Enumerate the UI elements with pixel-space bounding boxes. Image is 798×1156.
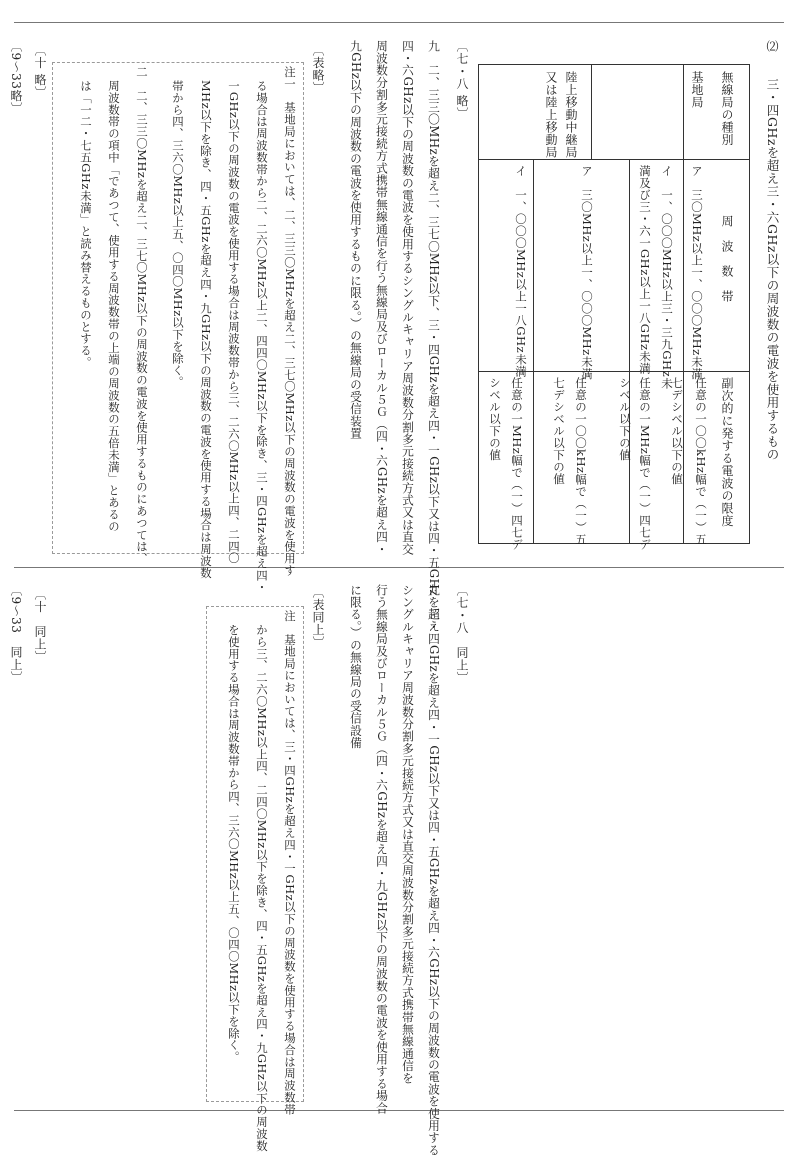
para-9-line: 九 三・四GHzを超え四・一GHz以下又は四・五GHzを超え四・六GHz以下の周波数の電波を使用する: [427, 584, 441, 1156]
header-station-type: 無線局の種別: [720, 71, 734, 146]
para-9-line: に限る。）の無線局の受信設備: [349, 584, 363, 749]
bottom-rule: [14, 1110, 784, 1111]
ref-seven-eight: 〔七・八 同上〕: [455, 584, 469, 684]
header-frequency-band: 周 波 数 帯: [720, 215, 734, 303]
para-9-line: シングルキャリア周波数分割多元接続方式又は直交周波数分割多元接続方式携帯無線通信を: [401, 584, 415, 1085]
item-title: 三・四GHzを超え三・六GHz以下の周波数の電波を使用するもの: [765, 78, 780, 461]
table-divider: [629, 159, 630, 543]
para-9-line: 行う無線局及びローカル５Ｇ（四・六GHzを超え四・九GHz以下の周波数の電波を使用する場合: [375, 584, 389, 1115]
note-line: 注一 基地局においては、二、三三〇MHzを超え二、三七〇MHz以下の周波数の電波を使用す: [283, 66, 297, 577]
limit-cell: 任意の一MHz幅で（一）四七デ: [510, 377, 524, 551]
para-9-line: 九 二、三三〇MHzを超え二、三七〇MHz以下、三・四GHzを超え四・一GHz以下又は四・五GHzを超え: [427, 40, 441, 633]
ref-margin: 〔9〜33 同上〕: [9, 584, 23, 684]
ref-seven-eight: 〔七・八 略〕: [455, 40, 469, 120]
limit-cell: 七デシベル以下の値: [552, 377, 566, 485]
table-divider: [591, 65, 592, 159]
ref-ten: 〔十 同上〕: [33, 588, 47, 663]
station-relay: 陸上移動中継局: [564, 71, 578, 159]
band-cell: ア 三〇MHz以上一、〇〇〇MHz未満: [580, 165, 594, 380]
para-9-line: 周波数分割多元接続方式携帯無線通信を行う無線局及びローカル５Ｇ（四・六GHzを超え四・: [375, 40, 389, 556]
station-relay: 又は陸上移動局: [544, 71, 558, 159]
station-base: 基地局: [690, 71, 704, 109]
note-line: る場合は周波数帯から二、二六〇MHz以上二、四四〇MHz以下を除き、三・四GHzを超え四・: [255, 80, 269, 594]
band-cell: イ 一、〇〇〇MHz以上三・三九GHz未: [660, 165, 674, 390]
top-rule: [14, 22, 784, 23]
ref-ten: 〔十 略〕: [33, 44, 47, 99]
note-line: 一GHz以下の周波数の電波を使用する場合は周波数帯から三、二六〇MHz以上四、二四〇: [227, 80, 241, 565]
limit-cell: 任意の一MHz幅で（一）四七デ: [638, 377, 652, 551]
ref-table: 〔表略〕: [311, 44, 325, 94]
note-line: を使用する場合は周波数帯から四、三六〇MHz以上五、〇四〇MHz以下を除く。: [227, 624, 241, 1063]
ref-margin: 〔9〜33略〕: [9, 40, 23, 115]
header-emission-limit: 副次的に発する電波の限度: [720, 377, 734, 527]
limit-cell: 任意の一〇〇kHz幅で（一）五: [574, 377, 588, 546]
note-line: から三、二六〇MHz以上四、二四〇MHz以下を除き、四・五GHzを超え四・九GHz以下の周波数: [255, 624, 269, 1152]
para-9-line: 九GHz以下の周波数の電波を使用するものに限る。）の無線局の受信装置: [349, 40, 363, 440]
band-cell: イ 一、〇〇〇MHz以上一八GHz未満: [514, 165, 528, 378]
middle-rule: [14, 567, 784, 568]
table-divider: [479, 159, 749, 160]
band-cell: ア 三〇MHz以上一、〇〇〇MHz未満: [690, 165, 704, 380]
note-line: 注 基地局においては、三・四GHzを超え四・一GHz以下の周波数を使用する場合は周波数帯: [283, 610, 297, 1116]
note-line: は「一二・七五GHz未満」と読み替えるものとする。: [79, 80, 93, 369]
band-cell: 満及び三・六一GHz以上一八GHz未満: [638, 165, 652, 375]
spurious-emission-table: [478, 64, 750, 551]
note-line: 二 二、三三〇MHzを超え二、三七〇MHz以下の周波数の電波を使用するものにあつては、: [135, 66, 149, 565]
note-line: 帯から四、三六〇MHz以上五、〇四〇MHz以下を除く。: [171, 80, 185, 389]
limit-cell: シベル以下の値: [618, 377, 632, 461]
limit-cell: 七デシベル以下の値: [670, 377, 684, 485]
item-label: ⑵: [765, 40, 779, 53]
limit-cell: シベル以下の値: [488, 377, 502, 461]
note-line: 周波数帯の項中「であつて、使用する周波数帯の上端の周波数の五倍未満」とあるの: [107, 80, 121, 533]
para-9-line: 四・六GHz以下の周波数の電波を使用するシングルキャリア周波数分割多元接続方式又は直交: [401, 40, 415, 556]
ref-table: 〔表同上〕: [311, 586, 325, 649]
table-divider: [533, 159, 534, 543]
note-line: MHz以下を除き、四・五GHzを超え四・九GHz以下の周波数の電波を使用する場合は周波数: [199, 80, 213, 579]
limit-cell: 任意の一〇〇kHz幅で（一）五: [694, 377, 708, 546]
